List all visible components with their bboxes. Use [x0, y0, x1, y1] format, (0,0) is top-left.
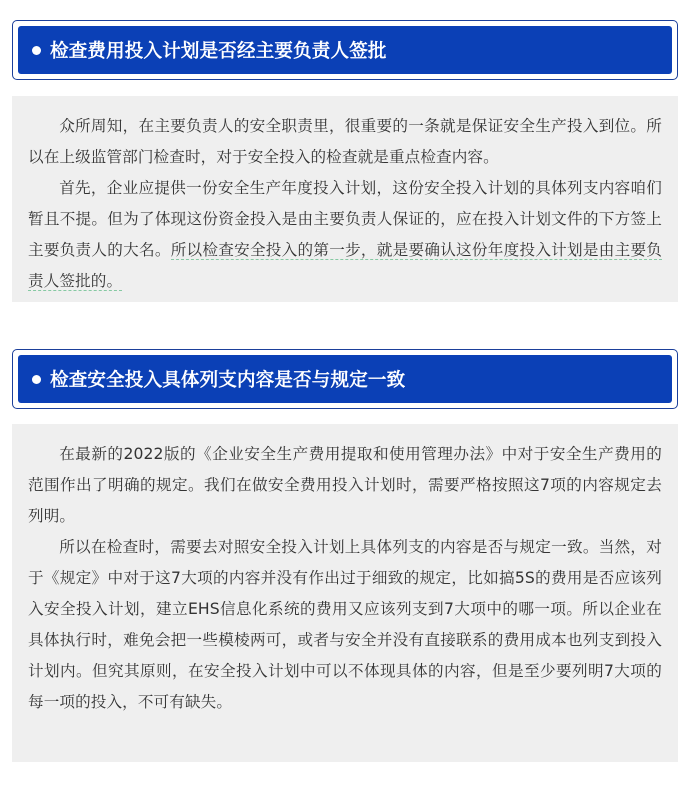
- section-2-title-bar: [18, 355, 672, 403]
- bullet-icon: [32, 375, 41, 384]
- section-1-paragraph-2-text: 首先，企业应提供一份安全生产年度投入计划，这份安全投入计划的具体列支内容咱们暂且不提。但为了体现这份资金投入是由主要负责人保证的，应在投入计划文件的下方签上主要负责人的大名。: [28, 179, 662, 259]
- section-2-title: 检查安全投入具体列支内容是否与规定一致: [50, 370, 406, 391]
- section-2-paragraph-2: 所以在检查时，需要去对照安全投入计划上具体列支的内容是否与规定一致。当然，对于《规定》中对于这7大项的内容并没有作出过于细致的规定，比如搞5S的费用是否应该列入安全投入计划，建立EHS信息化系统的费用又应该列支到7大项中的哪一项。所以企业在具体执行时，难免会把一些模棱两可，或者与安全并没有直接联系的费用成本也列支到投入计划内。但究其原则，在安全投入计划中可以不体现具体的内容，但是至少要列明7大项的每一项的投入，不可有缺失。: [28, 538, 662, 711]
- section-1-body: [12, 96, 678, 302]
- section-1-paragraph-2: [28, 173, 662, 297]
- section-1-title: 检查费用投入计划是否经主要负责人签批: [50, 41, 387, 62]
- section-2-header: [12, 349, 678, 409]
- underlined-highlight-text: 所以检查安全投入的第一步，就是要确认这份年度投入计划是由主要负责人签批的。: [28, 241, 662, 290]
- section-1-header: [12, 20, 678, 80]
- section-1-paragraph-1: 众所周知，在主要负责人的安全职责里，很重要的一条就是保证安全生产投入到位。所以在上级监管部门检查时，对于安全投入的检查就是重点检查内容。: [28, 117, 662, 166]
- bullet-icon: [32, 46, 41, 55]
- section-2-paragraph-1: 在最新的2022版的《企业安全生产费用提取和使用管理办法》中对于安全生产费用的范围作出了明确的规定。我们在做安全费用投入计划时，需要严格按照这7项的内容规定去列明。: [28, 445, 662, 525]
- section-1-title-bar: [18, 26, 672, 74]
- section-2-body: [12, 424, 678, 762]
